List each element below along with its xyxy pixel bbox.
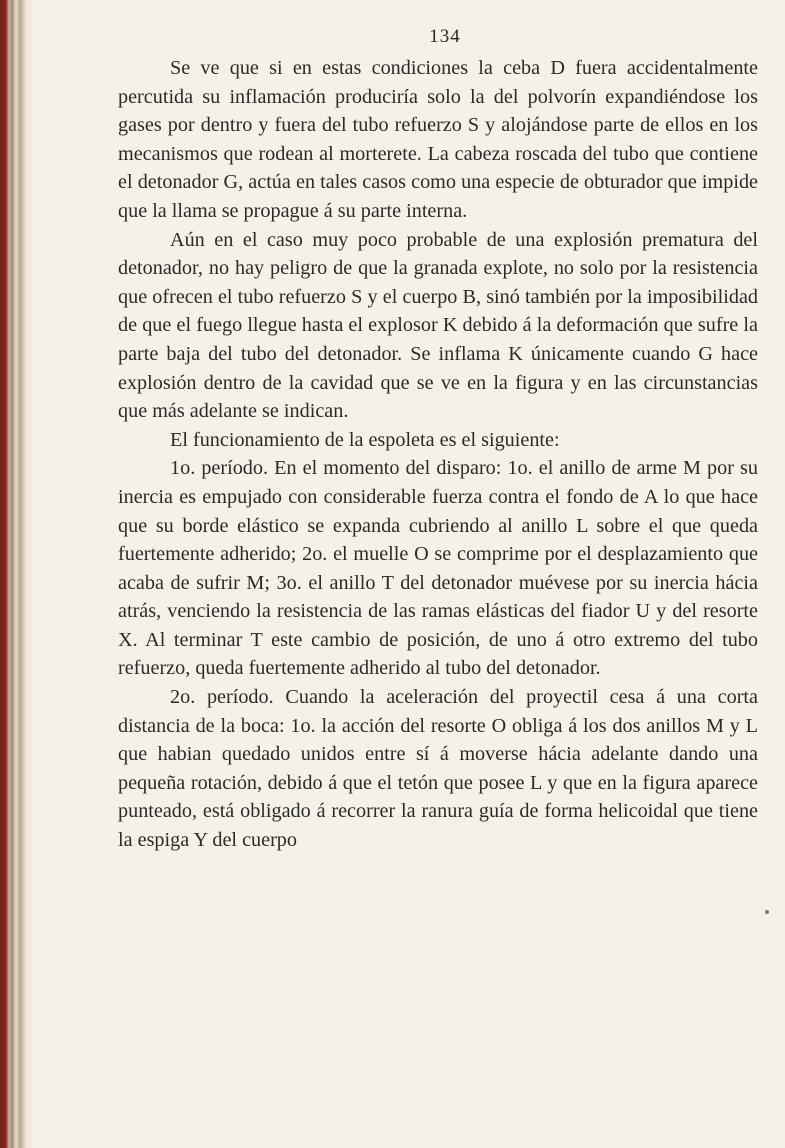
book-page [118,20,758,855]
paragraph-1: Se ve que si en estas condiciones la ceba D fuera accidentalmente percutida su inflamación produciría solo la del polvorín expandiéndose los gases por dentro y fuera del tubo refuerzo S y alojándose parte de ellos en los mecanismos que rodean al morterete. La cabeza roscada del tubo que contiene el detonador G, actúa en tales casos como una especie de obturador que impide que la llama se propague á su parte interna. [118,57,758,222]
paragraph-4: 1o. período. En el momento del disparo: 1o. el anillo de arme M por su inercia es empujado con considerable fuerza contra el fondo de A lo que hace que su borde elástico se expanda cubriendo al anillo L sobre el que queda fuertemente adherido; 2o. el muelle O se comprime por el desplazamiento que acaba de sufrir M; 3o. el anillo T del detonador muévese por su inercia hácia atrás, venciendo la resistencia de las ramas elásticas del fiador U y del resorte X. Al terminar T este cambio de posición, de uno á otro extremo del tubo refuerzo, queda fuertemente adherido al tubo del detonador. [118,457,758,680]
paragraph-2: Aún en el caso muy poco probable de una explosión prematura del detonador, no hay peligro de que la granada explote, no solo por la resistencia que ofrecen el tubo refuerzo S y el cuerpo B, sinó también por la imposibilidad de que el fuego llegue hasta el explosor K debido á la deformación que sufre la parte baja del tubo del detonador. Se inflama K únicamente cuando G hace explosión dentro de la cavidad que se ve en la figura y en las circunstancias que más adelante se indican. [118,228,758,423]
margin-speck [765,910,769,914]
page-number: 134 [429,26,461,47]
book-spine-shadow [0,0,34,1148]
paragraph-5: 2o. período. Cuando la aceleración del proyectil cesa á una corta distancia de la boca: 1o. la acción del resorte O obliga á los dos anillos M y L que habian quedado unidos entre sí á moverse hácia adelante dando una pequeña rotación, debido á que el tetón que posee L y que en la figura aparece punteado, está obligado á recorrer la ranura guía de forma helicoidal que tiene la espiga Y del cuerpo [118,686,758,852]
paragraph-3: El funcionamiento de la espoleta es el siguiente: [170,428,560,451]
